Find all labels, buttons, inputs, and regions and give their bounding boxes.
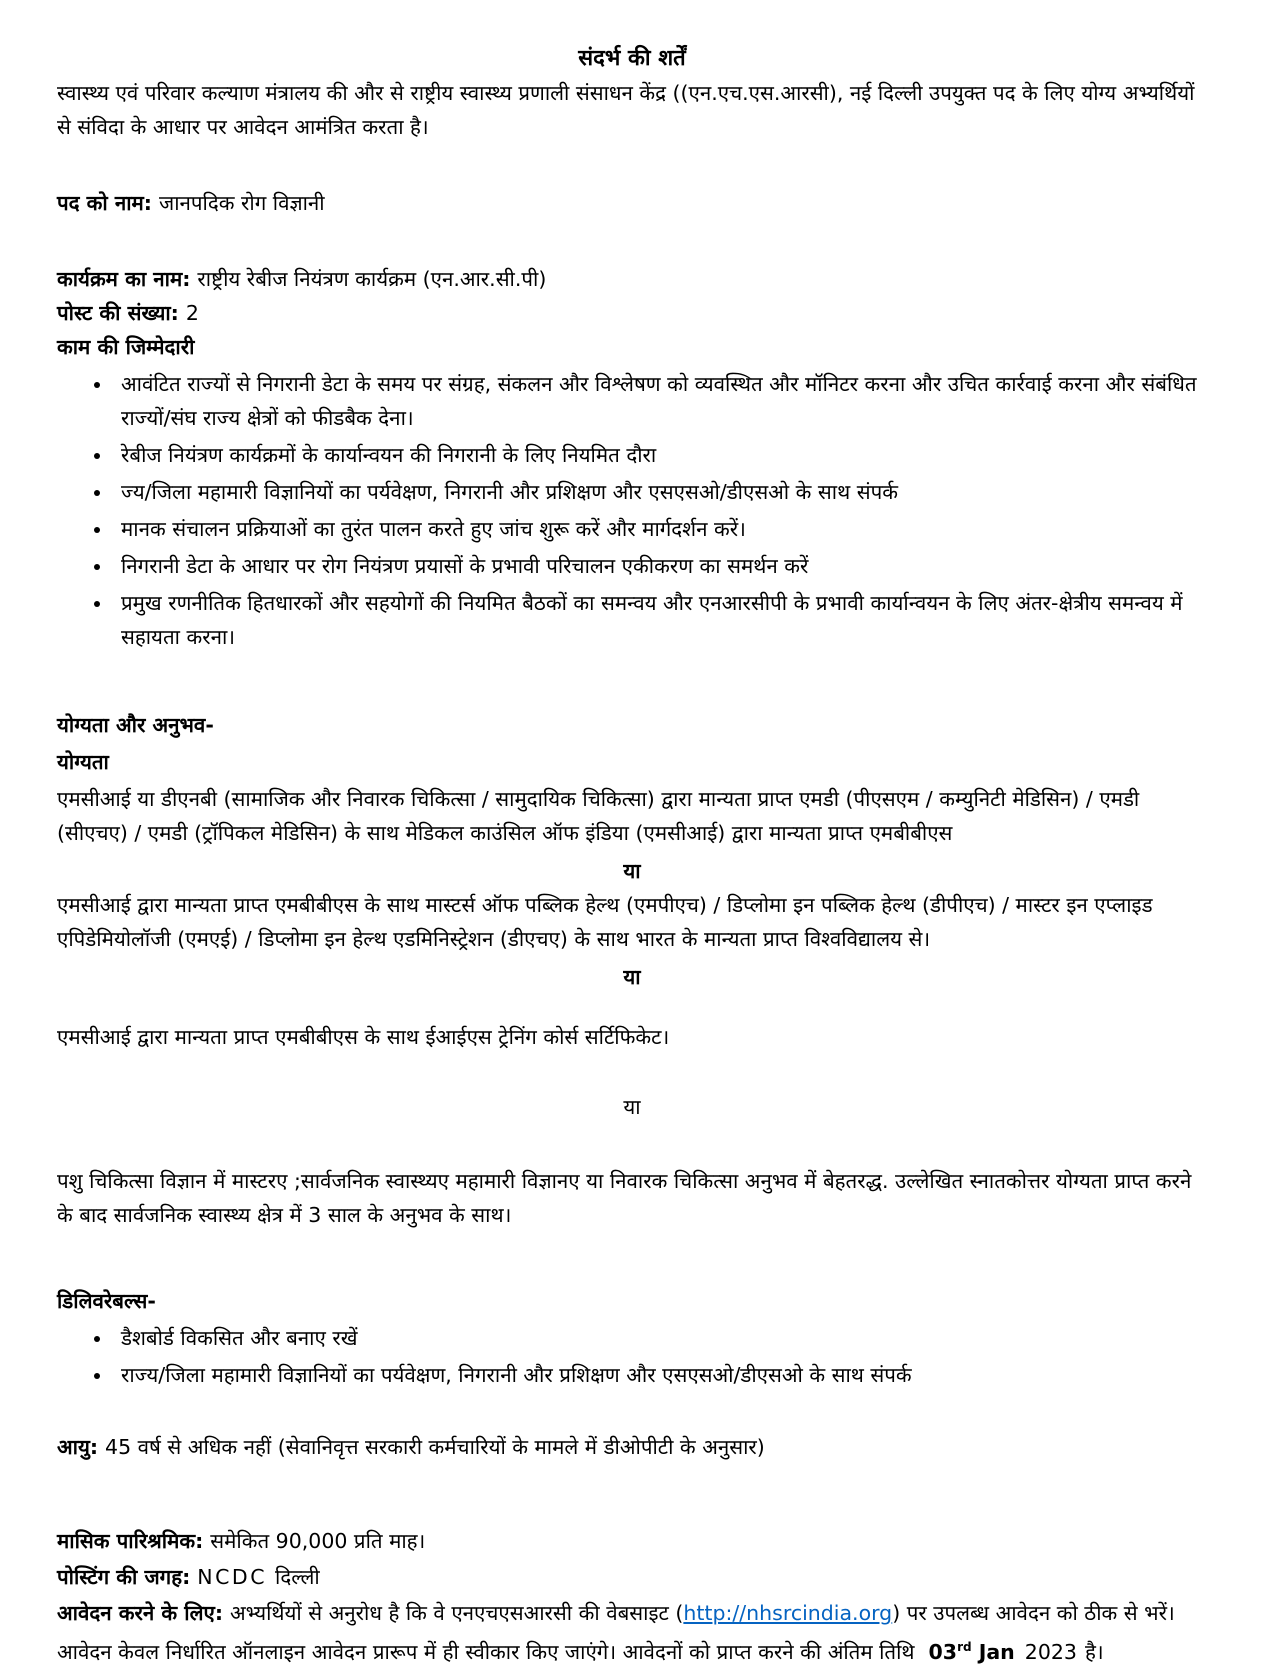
posting-location-label: पोस्टिंग की जगह: (57, 1565, 191, 1589)
deliverables-list (57, 1321, 1207, 1392)
posting-location-ncdc: NCDC (197, 1565, 268, 1589)
qualification-option-2: एमसीआई द्वारा मान्यता प्राप्त एमबीबीएस के साथ मास्टर्स ऑफ पब्लिक हेल्थ (एमपीएच) / डिप्लोमा इन पब्लिक हेल्थ (डीपीएच) / मास्टर इन एप्लाइड एपिडेमियोलॉजी (एमएई) / डिप्लोमा इन हेल्थ एडमिनिस्ट्रेशन (डीएचए) के साथ भारत के मान्यता प्राप्त विश्वविद्यालय से। (57, 893, 1153, 951)
website-link[interactable]: http://nhsrcindia.org (683, 1601, 893, 1625)
responsibility-text: मानक संचालन प्रक्रियाओं का तुरंत पालन करते हुए जांच शुरू करें और मार्गदर्शन करें। (121, 517, 746, 541)
qualification-option-3: एमसीआई द्वारा मान्यता प्राप्त एमबीबीएस के साथ ईआईएस ट्रेनिंग कोर्स सर्टिफिकेट। (57, 1025, 670, 1049)
intro-paragraph: स्वास्थ्य एवं परिवार कल्याण मंत्रालय की और से राष्ट्रीय स्वास्थ्य प्रणाली संसाधन केंद्र ((एन.एच.एस.आरसी), नई दिल्ली उपयुक्त पद के लिए योग्य अभ्यर्थियों से संविदा के आधार पर आवेदन आमंत्रित करता है। (57, 81, 1195, 139)
or-separator-1: या (623, 859, 641, 883)
deliverable-text: राज्य/जिला महामारी विज्ञानियों का पर्यवेक्षण, निगरानी और प्रशिक्षण और एसएसओ/डीएसओ के साथ संपर्क (121, 1363, 912, 1387)
list-item (113, 512, 1207, 546)
post-name-row (57, 186, 1207, 220)
qualification-subheading: योग्यता (57, 750, 109, 774)
remuneration-value: समेकित 90,000 प्रति माह। (210, 1529, 426, 1553)
sentence-end: है। (1084, 1639, 1104, 1664)
deadline-month: Jan (971, 1639, 1015, 1664)
post-count-label: पोस्ट की संख्या: (57, 301, 179, 325)
post-name-value: जानपदिक रोग विज्ञानी (159, 191, 325, 215)
apply-text-before-link: अभ्यर्थियों से अनुरोध है कि वे एनएचएसआरसी की वेबसाइट ( (230, 1601, 684, 1625)
list-item (113, 367, 1207, 435)
list-item (113, 1321, 1207, 1355)
responsibilities-heading: काम की जिम्मेदारी (57, 335, 195, 359)
program-name-value: राष्ट्रीय रेबीज नियंत्रण कार्यक्रम (एन.आर.सी.पी) (197, 267, 547, 291)
deadline-day: 03 (928, 1639, 958, 1664)
age-row (57, 1430, 1207, 1464)
responsibility-text: आवंटित राज्यों से निगरानी डेटा के समय पर संग्रह, संकलन और विश्लेषण को व्यवस्थित और मॉनिटर करना और उचित कार्रवाई करना और संबंधित राज्यों/संघ राज्य क्षेत्रों को फीडबैक देना। (121, 372, 1197, 430)
posting-location-city: दिल्ली (275, 1565, 320, 1589)
deadline-ordinal: rd (957, 1640, 972, 1654)
remuneration-row (57, 1524, 1207, 1558)
qualification-option-1: एमसीआई या डीएनबी (सामाजिक और निवारक चिकित्सा / सामुदायिक चिकित्सा) द्वारा मान्यता प्राप्त एमडी (पीएसएम / कम्युनिटी मेडिसिन) / एमडी (सीएचए) / एमडी (ट्रॉपिकल मेडिसिन) के साथ मेडिकल काउंसिल ऑफ इंडिया (एमसीआई) द्वारा मान्यता प्राप्त एमबीबीएस (57, 787, 1140, 845)
qualification-heading: योग्यता और अनुभव- (57, 713, 214, 737)
list-item (113, 438, 1207, 472)
posting-location-row (57, 1560, 1207, 1594)
age-label: आयु: (57, 1435, 99, 1459)
responsibility-text: प्रमुख रणनीतिक हितधारकों और सहयोगों की नियमित बैठकों का समन्वय और एनआरसीपी के प्रभावी कार्यान्वयन के लिए अंतर-क्षेत्रीय समन्वय में सहायता करना। (121, 591, 1183, 649)
deadline-year: 2023 (1024, 1639, 1077, 1664)
or-separator-2: या (623, 965, 641, 989)
deadline-date (929, 1640, 1015, 1664)
age-value: 45 वर्ष से अधिक नहीं (सेवानिवृत्त सरकारी कर्मचारियों के मामले में डीओपीटी के अनुसार) (105, 1435, 765, 1459)
list-item (113, 586, 1207, 654)
apply-label: आवेदन करने के लिए: (57, 1601, 224, 1625)
post-count-value: 2 (185, 301, 199, 325)
responsibility-text: निगरानी डेटा के आधार पर रोग नियंत्रण प्रयासों के प्रभावी परिचालन एकीकरण का समर्थन करें (121, 554, 809, 578)
qualification-option-4: पशु चिकित्सा विज्ञान में मास्टरए ;सार्वजनिक स्वास्थ्यए महामारी विज्ञानए या निवारक चिकित्सा अनुभव में बेहतरद्ध. उल्लेखित स्नातकोत्तर योग्यता प्राप्त करने के बाद सार्वजनिक स्वास्थ्य क्षेत्र में 3 साल के अनुभव के साथ। (57, 1169, 1192, 1227)
or-separator-3: या (623, 1095, 641, 1119)
apply-text-after-link: ) पर उपलब्ध आवेदन को ठीक से भरें। आवेदन केवल निर्धारित ऑनलाइन आवेदन प्रारूप में ही स्वीकार किए जाएंगे। आवेदनों को प्राप्त करने की अंतिम तिथि (57, 1601, 1175, 1664)
list-item (113, 1358, 1207, 1392)
program-name-row (57, 262, 1207, 296)
responsibility-text: रेबीज नियंत्रण कार्यक्रमों के कार्यान्वयन की निगरानी के लिए नियमित दौरा (121, 443, 657, 467)
post-count-row (57, 296, 1207, 330)
program-name-label: कार्यक्रम का नाम: (57, 267, 191, 291)
responsibility-text: ज्य/जिला महामारी विज्ञानियों का पर्यवेक्षण, निगरानी और प्रशिक्षण और एसएसओ/डीएसओ के साथ संपर्क (121, 480, 898, 504)
responsibilities-list (57, 367, 1207, 654)
list-item (113, 475, 1207, 509)
page-title: संदर्भ की शर्तें (578, 46, 686, 71)
list-item (113, 549, 1207, 583)
post-name-label: पद को नाम: (57, 191, 153, 215)
deliverables-heading: डिलिवरेबल्स- (57, 1289, 156, 1313)
deliverable-text: डैशबोर्ड विकसित और बनाए रखें (121, 1326, 358, 1350)
remuneration-label: मासिक पारिश्रमिक: (57, 1529, 204, 1553)
how-to-apply-paragraph (57, 1596, 1207, 1669)
